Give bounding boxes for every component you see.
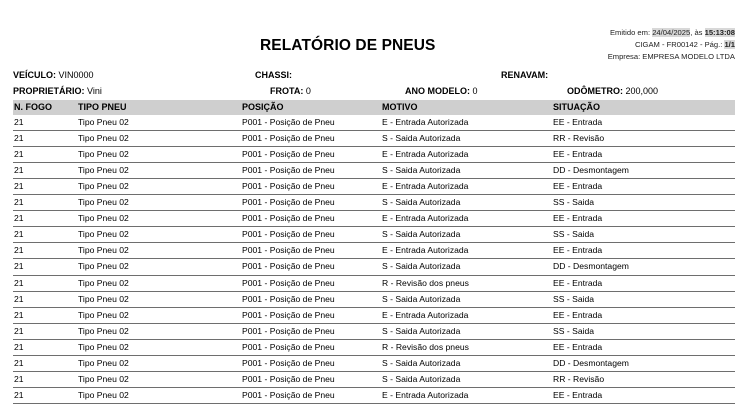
cell-fire-number: 21 [13,227,78,243]
cell-fire-number: 21 [13,211,78,227]
cell-reason: E - Entrada Autorizada [382,147,553,163]
cell-reason: E - Entrada Autorizada [382,307,553,323]
cell-reason: S - Saida Autorizada [382,371,553,387]
cell-reason: R - Revisão dos pneus [382,339,553,355]
cell-position: P001 - Posição de Pneu [242,179,382,195]
company-name: Empresa: EMPRESA MODELO LTDA [607,52,735,61]
model-year-label: ANO MODELO: [405,86,470,96]
cell-tire-type: Tipo Pneu 02 [78,291,242,307]
page-number: 1/1 [724,40,735,49]
cell-fire-number: 21 [13,339,78,355]
col-tire-type: TIPO PNEU [78,102,127,113]
cell-fire-number: 21 [13,323,78,339]
cell-reason: S - Saida Autorizada [382,323,553,339]
chassi-label: CHASSI: [255,70,293,80]
cell-status: EE - Entrada [553,115,735,131]
owner-label: PROPRIETÁRIO: [13,86,85,96]
cell-reason: E - Entrada Autorizada [382,179,553,195]
table-row [13,211,735,227]
fleet-label: FROTA: [270,86,304,96]
cell-position: P001 - Posição de Pneu [242,243,382,259]
cell-tire-type: Tipo Pneu 02 [78,259,242,275]
form-code: CIGAM - FR00142 - Pág.: [634,40,723,49]
cell-reason: S - Saida Autorizada [382,131,553,147]
cell-position: P001 - Posição de Pneu [242,163,382,179]
cell-reason: E - Entrada Autorizada [382,243,553,259]
cell-tire-type: Tipo Pneu 02 [78,115,242,131]
cell-position: P001 - Posição de Pneu [242,275,382,291]
cell-status: DD - Desmontagem [553,163,735,179]
cell-fire-number: 21 [13,387,78,403]
table-row [13,147,735,163]
cell-position: P001 - Posição de Pneu [242,227,382,243]
cell-tire-type: Tipo Pneu 02 [78,227,242,243]
cell-position: P001 - Posição de Pneu [242,115,382,131]
cell-status: EE - Entrada [553,339,735,355]
vehicle-value: VIN0000 [58,70,94,80]
cell-position: P001 - Posição de Pneu [242,195,382,211]
cell-status: EE - Entrada [553,307,735,323]
cell-reason: S - Saida Autorizada [382,259,553,275]
owner-field [13,86,102,97]
table-row [13,227,735,243]
cell-tire-type: Tipo Pneu 02 [78,147,242,163]
fleet-field [270,86,311,97]
table-row [13,371,735,387]
fleet-value: 0 [305,86,311,96]
cell-status: DD - Desmontagem [553,259,735,275]
model-year-value: 0 [472,86,478,96]
cell-reason: S - Saida Autorizada [382,227,553,243]
cell-tire-type: Tipo Pneu 02 [78,163,242,179]
table-row [13,291,735,307]
cell-tire-type: Tipo Pneu 02 [78,275,242,291]
model-year-field [405,86,478,97]
col-reason: MOTIVO [382,102,418,113]
col-position: POSIÇÃO [242,102,284,113]
cell-fire-number: 21 [13,179,78,195]
cell-status: EE - Entrada [553,387,735,403]
cell-tire-type: Tipo Pneu 02 [78,371,242,387]
cell-tire-type: Tipo Pneu 02 [78,323,242,339]
cell-fire-number: 21 [13,259,78,275]
cell-status: SS - Saida [553,291,735,307]
emitted-at-label: , às [690,28,703,37]
cell-tire-type: Tipo Pneu 02 [78,211,242,227]
cell-status: EE - Entrada [553,147,735,163]
table-row [13,323,735,339]
cell-tire-type: Tipo Pneu 02 [78,243,242,259]
cell-position: P001 - Posição de Pneu [242,371,382,387]
cell-fire-number: 21 [13,275,78,291]
cell-position: P001 - Posição de Pneu [242,211,382,227]
cell-fire-number: 21 [13,131,78,147]
cell-reason: R - Revisão dos pneus [382,275,553,291]
odometer-field [567,86,658,97]
cell-position: P001 - Posição de Pneu [242,387,382,403]
table-row [13,115,735,131]
cell-status: DD - Desmontagem [553,355,735,371]
tire-table-header [13,100,735,115]
cell-status: SS - Saida [553,195,735,211]
cell-position: P001 - Posição de Pneu [242,147,382,163]
cell-position: P001 - Posição de Pneu [242,131,382,147]
chassi-field [255,70,292,81]
cell-reason: S - Saida Autorizada [382,355,553,371]
table-row [13,163,735,179]
table-row [13,131,735,147]
odometer-label: ODÔMETRO: [567,86,623,96]
table-row [13,275,735,291]
renavam-label: RENAVAM: [501,70,549,80]
cell-position: P001 - Posição de Pneu [242,259,382,275]
col-status: SITUAÇÃO [553,102,600,113]
cell-status: SS - Saida [553,323,735,339]
cell-tire-type: Tipo Pneu 02 [78,195,242,211]
cell-position: P001 - Posição de Pneu [242,339,382,355]
col-fire-number: N. FOGO [14,102,52,113]
table-row [13,339,735,355]
vehicle-label: VEÍCULO: [13,70,57,80]
table-row [13,355,735,371]
emitted-date: 24/04/2025 [652,28,691,37]
cell-position: P001 - Posição de Pneu [242,307,382,323]
cell-fire-number: 21 [13,307,78,323]
table-row [13,243,735,259]
cell-tire-type: Tipo Pneu 02 [78,387,242,403]
cell-status: RR - Revisão [553,131,735,147]
tire-table-body [13,115,735,403]
cell-fire-number: 21 [13,355,78,371]
table-row [13,307,735,323]
cell-tire-type: Tipo Pneu 02 [78,339,242,355]
cell-tire-type: Tipo Pneu 02 [78,307,242,323]
cell-status: EE - Entrada [553,243,735,259]
cell-tire-type: Tipo Pneu 02 [78,131,242,147]
table-row [13,259,735,275]
report-title: RELATÓRIO DE PNEUS [260,37,436,54]
cell-status: EE - Entrada [553,211,735,227]
cell-position: P001 - Posição de Pneu [242,355,382,371]
cell-tire-type: Tipo Pneu 02 [78,355,242,371]
vehicle-field [13,70,94,81]
form-code-line [608,39,735,51]
cell-reason: S - Saida Autorizada [382,291,553,307]
table-row [13,179,735,195]
cell-fire-number: 21 [13,243,78,259]
header-row [13,100,735,115]
cell-fire-number: 21 [13,147,78,163]
cell-fire-number: 21 [13,195,78,211]
cell-reason: E - Entrada Autorizada [382,211,553,227]
emitted-time: 15:13:08 [704,28,735,37]
cell-position: P001 - Posição de Pneu [242,291,382,307]
cell-reason: S - Saida Autorizada [382,195,553,211]
table-row [13,195,735,211]
emitted-label: Emitido em: [609,28,651,37]
cell-reason: E - Entrada Autorizada [382,387,553,403]
tire-table [13,100,735,404]
cell-status: EE - Entrada [553,275,735,291]
report-meta [608,27,735,63]
odometer-value: 200,000 [625,86,659,96]
cell-status: SS - Saida [553,227,735,243]
cell-fire-number: 21 [13,291,78,307]
cell-status: EE - Entrada [553,179,735,195]
cell-tire-type: Tipo Pneu 02 [78,179,242,195]
cell-reason: E - Entrada Autorizada [382,115,553,131]
cell-status: RR - Revisão [553,371,735,387]
owner-value: Vini [87,86,102,96]
cell-fire-number: 21 [13,163,78,179]
renavam-field [501,70,548,81]
cell-position: P001 - Posição de Pneu [242,323,382,339]
table-row [13,387,735,403]
cell-reason: S - Saida Autorizada [382,163,553,179]
emission-line [608,27,735,39]
cell-fire-number: 21 [13,115,78,131]
cell-fire-number: 21 [13,371,78,387]
